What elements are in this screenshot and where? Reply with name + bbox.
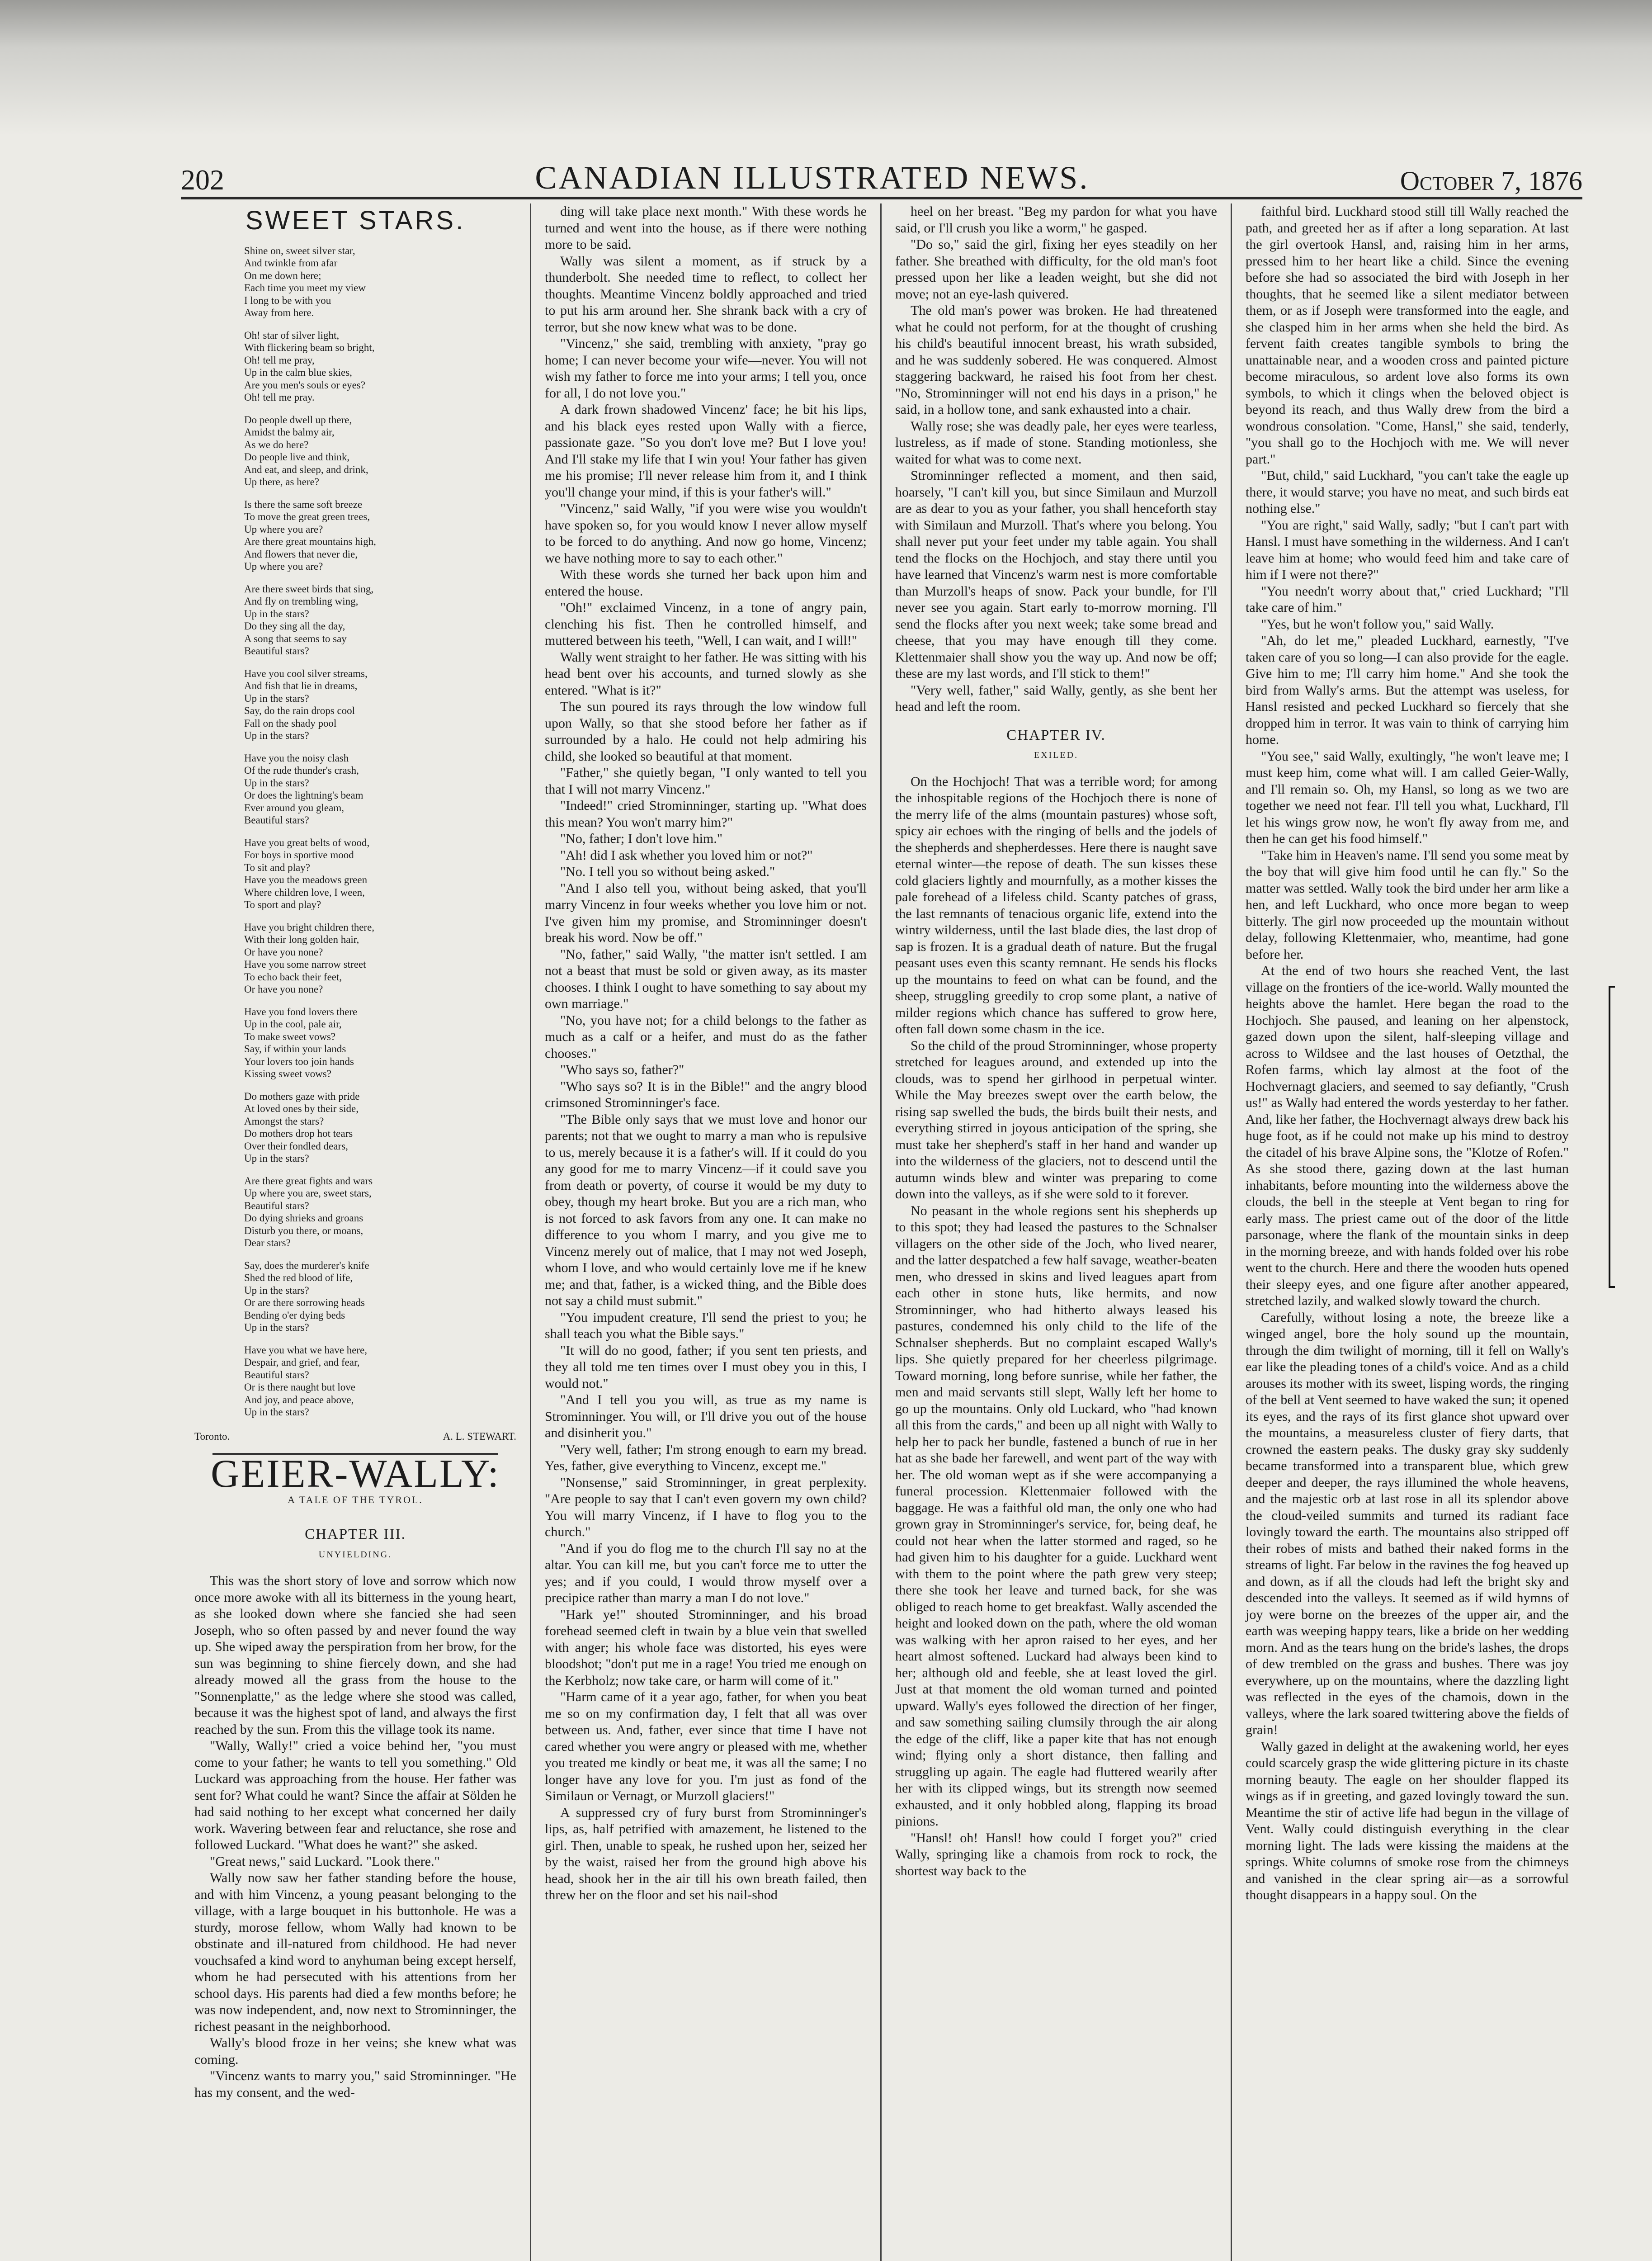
paragraph: "You needn't worry about that," cried Luckhard; "I'll take care of him." [1246,583,1569,615]
poem-line: Up there, as here? [244,476,320,487]
poem-line: To make sweet vows? [244,1031,336,1042]
story-text-col3a [895,203,1217,715]
poem-line: Up where you are, sweet stars, [244,1187,372,1199]
paragraph: heel on her breast. "Beg my pardon for what you have said, or I'll crush you like a worm," he gasped. [895,204,1217,236]
paragraph: "Take him in Heaven's name. I'll send you some meat by the boy that will give him food until he can fly." So the matter was settled. Wally took the bird under her arm like a hen, and left Luckhard, who once more began to weep bitterly. The girl now proceeded up the mountain without delay, following Klettenmaier, who, meantime, had gone before her. [1246,847,1569,962]
poem-line: Say, do the rain drops cool [244,705,355,716]
paragraph: "Harm came of it a year ago, father, for when you beat me so on my confirmation day, I felt that all was over between us. And, father, ever since that time I have not cared whether you were angry or pleased with me, whether you treated me kindly or beat me, it was all the same; I no longer have any love for you. I'm just as fond of the Similaun or Vernagt, or Murzoll glaciers!" [545,1689,867,1803]
poem-signature [194,1428,516,1445]
paragraph: "Vincenz," said Wally, "if you were wise you wouldn't have spoken so, for you would know I never allow myself to be forced to do anything. And now go home, Vincenz; we have nothing more to say to each other." [545,501,867,566]
poem-line: Kissing sweet vows? [244,1068,331,1079]
poem-line: Say, if within your lands [244,1043,346,1055]
poem-line: To echo back their feet, [244,971,342,983]
poem-line: Up where you are? [244,523,323,535]
poem-stanza [244,245,516,319]
masthead: CANADIAN ILLUSTRATED NEWS. [535,160,1090,196]
paragraph: "You impudent creature, I'll send the priest to you; he shall teach you what the Bible says." [545,1310,867,1341]
paragraph: "Nonsense," said Strominninger, in great perplexity. "Are people to say that I can't even govern my own child? You will marry Vincenz, if I have to flog you to the church." [545,1475,867,1539]
chapter-3-heading: CHAPTER III. [305,1526,406,1542]
poem-line: Beautiful stars? [244,645,309,657]
poem-body [194,245,516,1419]
paragraph: "It will do no good, father; if you sent ten priests, and they all told me ten times over I must obey you in this, I would not." [545,1343,867,1391]
poem-line: Have you the noisy clash [244,752,349,764]
paragraph: "The Bible only says that we must love and honor our parents; not that we ought to marry a man who is repulsive to us, merely because it is a father's will. If it could do you any good for me to marry Vincenz—if it could save you from death or poverty, of course it would be my duty to obey, though my heart broke. But you are a rich man, who is not forced to ask favors from any one. It can make no difference to you whom I marry, and you give me to Vincenz merely out of malice, that I may not wed Joseph, whom I love, and who would certainly love me if he knew me; and that, father, is a wicked thing, and the Bible does not say a child must submit." [545,1112,867,1308]
paragraph: "Hansl! oh! Hansl! how could I forget you?" cried Wally, springing like a chamois from rock to rock, the shortest way back to the [895,1830,1217,1878]
poem-line: And flowers that never die, [244,548,358,560]
poem-stanza [244,583,516,657]
story-subtitle: A TALE OF THE TYROL. [288,1494,423,1505]
paragraph: "Do so," said the girl, fixing her eyes steadily on her father. She breathed with difficulty, for the old man's foot pressed upon her like a leaden weight, but she did not move; not an eye-lash quivered. [895,237,1217,302]
poem-line: Up in the cool, pale air, [244,1018,342,1030]
article-columns [181,203,1582,2261]
poem-line: As we do here? [244,439,309,450]
paragraph: "Vincenz," she said, trembling with anxiety, "pray go home; I can never become your wife—never. You will not wish my father to force me into your arms; I tell you, once for all, I do not love you." [545,336,867,401]
paragraph: "Yes, but he won't follow you," said Wally. [1261,616,1494,632]
page-scan-edge [0,0,1652,136]
chapter-3-subtitle: UNYIELDING. [318,1549,392,1560]
poem-line: Up in the stars? [244,1153,309,1164]
poem-stanza [244,1175,516,1249]
poem-stanza [244,921,516,996]
poem-line: Have you great belts of wood, [244,837,370,848]
poem-line: Bending o'er dying beds [244,1309,345,1321]
paragraph: A suppressed cry of fury burst from Strominninger's lips, as, half petrified with amazement, he listened to the girl. Then, unable to speak, he rushed upon her, seized her by the waist, raised her from the ground high above his head, shook her in the air till his own breath failed, then threw her on the floor and set his nail-shod [545,1805,867,1902]
paragraph: "No, father," said Wally, "the matter isn't settled. I am not a beast that must be sold or given away, as its master chooses. I think I ought to have something to say about my own marriage." [545,946,867,1011]
page-number: 202 [181,164,224,196]
paragraph: Wally went straight to her father. He was sitting with his head bent over his accounts, and turned slowly as she entered. "What is it?" [545,649,867,698]
paragraph: "No, father; I don't love him." [560,831,722,846]
poem-line: Beautiful stars? [244,1200,309,1211]
paragraph: "No. I tell you so without being asked." [560,864,775,879]
poem-place: Toronto. [194,1430,230,1442]
poem-line: Of the rude thunder's crash, [244,765,359,776]
poem-line: Up in the stars? [244,777,309,789]
poem-line: Up in the stars? [244,730,309,741]
poem-stanza [244,1259,516,1334]
poem-line: Away from here. [244,307,314,318]
poem-line: I long to be with you [244,294,331,306]
paragraph: "Who says so, father?" [560,1062,684,1077]
poem-line: Up in the stars? [244,1284,309,1296]
paragraph: The old man's power was broken. He had threatened what he could not perform, for at the thought of crushing his child's beautiful innocent breast, his wrath subsided, and he was suddenly sobered. He was conquered. Almost staggering backward, he raised his foot from her chest. "No, Strominninger will not end his days in a prison," he said, in a hollow tone, and sank exhausted into a chair. [895,303,1217,417]
poem-author: A. L. STEWART. [443,1430,516,1442]
poem-line: Do people dwell up there, [244,414,352,426]
poem-line: Up where you are? [244,561,323,572]
poem-title: SWEET STARS. [245,206,466,235]
paragraph: The sun poured its rays through the low window full upon Wally, so that she stood before her father as if surrounded by a halo. He could not help admiring his child, she looked so beautiful at that moment. [545,699,867,764]
paragraph: No peasant in the whole regions sent his shepherds up to this spot; they had leased the pastures to the Schnalser villagers on the other side of the Joch, who lived nearer, and the latter despatched a few half savage, weather-beaten men, who dressed in skins and lived leagues apart from each other in stone huts, like hermits, and now Strominninger, who had hitherto always leased his pastures, condemned his only child to the life of the Schnalser shepherds. But no complaint escaped Wally's lips. She quietly prepared for her cheerless pilgrimage. Toward morning, long before sunrise, while her father, the men and maid servants still slept, Wally left her home to go up the mountains. Only old Luckard, who "had known all this from the cards," and been up all night with Wally to help her to pack her bundle, fastened a bunch of rue in her hat as she bade her farewell, and went part of the way with her. The old woman wept as if she were accompanying a funeral procession. Klettenmaier followed with the baggage. He was a faithful old man, the only one who had grown gray in Strominninger's service, for, being deaf, he could not hear when the latter stormed and raged, so he had given him to his daughter for a guide. Luckhard went with them to the point where the path grew very steep; there she took her leave and turned back, for she was obliged to reach home to get breakfast. Wally ascended the height and looked down on the path, where the old woman was walking with her apron raised to her eyes, and her heart almost softened. Luckard had always been kind to her; although old and feeble, she at least loved the girl. Just at that moment the old woman turned and pointed upward. Wally's eyes followed the direction of her finger, and saw something sailing clumsily through the air along the edge of the cliff, like a paper kite that has not enough wind; flying only a short distance, then falling and struggling up again. The eagle had fluttered wearily after her with its clipped wings, but its strength now seemed exhausted, and it only hobbled along, flapping its broad pinions. [895,1203,1217,1829]
paragraph: "But, child," said Luckhard, "you can't take the eagle up there, it would starve; you have no meat, and such birds eat nothing else." [1246,468,1569,516]
paragraph: faithful bird. Luckhard stood still till Wally reached the path, and greeted her as if after a long separation. At last the girl overtook Hansl, and, raising him in her arms, pressed him to her heart like a child. Since the evening before she had so associated the bird with Joseph in her thoughts, that he seemed like a silent mediator between them, or as if Joseph were transformed into the eagle, and she clasped him in her arms when she held the bird. As fervent faith creates tangible symbols to bring the unattainable near, and a wooden cross and painted picture become miraculous, so ardent love also forms its own symbols, to which it clings when the beloved object is beyond its reach, and thus Wally drew from the bird a wondrous consolation. "Come, Hansl," she said, tenderly, "you shall go to the Hochjoch with me. We will never part." [1246,204,1569,467]
poem-line: Up in the calm blue skies, [244,367,352,378]
poem-stanza [244,498,516,573]
poem-line: Amongst the stars? [244,1115,324,1127]
paragraph: "Very well, father," said Wally, gently, as she bent her head and left the room. [895,682,1217,714]
paragraph: "Ah, do let me," pleaded Luckhard, earnestly, "I've taken care of you so long—I can also provide for the eagle. Give him to me; I'll carry him home." And she took the bird from Wally's arms. But the attempt was useless, for Hansl resisted and pecked Luckhard so fiercely that she dropped him in terror. It was vain to think of carrying him home. [1246,633,1569,747]
poem-line: Do dying shrieks and groans [244,1212,363,1224]
page-header [181,138,1582,199]
column-4 [1232,203,1582,2261]
poem-line: Shine on, sweet silver star, [244,245,355,256]
paragraph: Wally gazed in delight at the awakening world, her eyes could scarcely grasp the wide glittering picture in its chaste morning beauty. The eagle on her shoulder flapped its wings as if in greeting, and gazed lovingly toward the sun. Meantime the stir of active life had begun in the village of Vent. Wally could distinguish everything in the clear morning light. The lads were kissing the maidens at the springs. White columns of smoke rose from the chimneys and vanished in the clear spring air—as a sorrowful thought disappears in a happy soul. On the [1246,1739,1569,1902]
poem-stanza [244,329,516,404]
poem-line: Have you bright children there, [244,921,375,933]
poem-line: Or does the lightning's beam [244,790,363,801]
poem-line: To move the great green trees, [244,511,370,522]
poem-line: With flickering beam so bright, [244,342,375,353]
poem-line: Fall on the shady pool [244,717,337,729]
paragraph: "Very well, father; I'm strong enough to earn my bread. Yes, father, give everything to Vincenz, except me." [545,1442,867,1473]
poem-line: Do they sing all the day, [244,620,345,632]
poem-line: Each time you meet my view [244,282,366,293]
poem-line: Your lovers too join hands [244,1055,354,1067]
paragraph: A dark frown shadowed Vincenz' face; he bit his lips, and his black eyes rested upon Wally with a fierce, passionate gaze. "So you don't love me? But I love you! And I'll stake my life that I win you! Your father has given me his promise; I'll never release him from it, and I think you'll change your mind, if this is your father's will." [545,402,867,500]
poem-stanza [244,1006,516,1080]
poem-line: Despair, and grief, and fear, [244,1357,360,1368]
poem-stanza [244,414,516,488]
paragraph: "You see," said Wally, exultingly, "he won't leave me; I must keep him, come what will. I am called Geier-Wally, and I'll remain so. Oh, my Hansl, so long as we two are together we need not fear. I'll tell you what, Luckhard, I'll let his wings grow now, he won't fly away from me, and then he can get his food himself." [1246,748,1569,846]
paragraph: Wally's blood froze in her veins; she knew what was coming. [194,2035,516,2067]
story-text-col4 [1246,203,1569,1904]
poem-line: Up in the stars? [244,608,309,620]
poem-line: Beautiful stars? [244,1369,309,1381]
poem-stanza [244,837,516,911]
poem-line: Have you cool silver streams, [244,667,368,679]
paragraph: At the end of two hours she reached Vent, the last village on the frontiers of the ice-world. Wally mounted the heights above the hamlet. Here began the road to the Hochjoch. She paused, and leaning on her alpenstock, gazed down upon the silent, half-sleeping village and across to Wildsee and the last houses of Oetzthal, the Rofen farms, which lay almost at the foot of the Hochvernagt glaciers, and seemed to say defiantly, "Crush us!" as Wally had entered the words yesterday to her father. And, like her father, the Hochvernagt always drew back his huge foot, as if he could not make up his mind to destroy the citadel of his brave Alpine sons, the "Klotze of Rofen." As she stood there, gazing down at the last human inhabitants, before mounting into the wilderness above the clouds, the bell in the steeple at Vent began to ring for early mass. The priest came out of the door of the little parsonage, where the flank of the mountain sinks in deep in the morning breeze, and with hands folded over his robe went to the church. Here and there the wooden huts opened their sleepy eyes, and one figure after another appeared, stretched lazily, and walked slowly toward the church. [1246,963,1569,1308]
paragraph: "And I also tell you, without being asked, that you'll marry Vincenz in four weeks whether you love him or not. I've given him my promise, and Strominninger doesn't break his word. Now be off." [545,880,867,945]
poem-line: Or is there naught but love [244,1381,355,1393]
poem-line: Have you fond lovers there [244,1006,358,1017]
paragraph: "Wally, Wally!" cried a voice behind her, "you must come to your father; he wants to tell you something." Old Luckard was approaching from the house. Her father was sent for? What could he want? Since the affair at Sölden he had said nothing to her except what concerned her daily work. Wavering between fear and reluctance, she rose and followed Luckard. "What does he want?" she asked. [194,1738,516,1852]
poem-line: To sport and play? [244,899,321,910]
poem-line: Shed the red blood of life, [244,1272,353,1283]
poem-line: Ever around you gleam, [244,802,344,814]
story-text-col2 [545,203,867,1904]
paragraph: So the child of the proud Strominninger, whose property stretched for leagues around, and extended up into the clouds, was to spend her girlhood in perpetual winter. While the May breezes swept over the earth below, the rising sap swelled the buds, the birds built their nests, and everything stirred in joyous anticipation of the spring, she must take her shepherd's staff in her hand and wander up into the wilderness of the glaciers, not to descend until the autumn winds blew and winter was preparing to come down into the valleys, as if she were sold to it forever. [895,1038,1217,1201]
paragraph: This was the short story of love and sorrow which now once more awoke with all its bitterness in the young heart, as she looked down where she fancied she had seen Joseph, who so often passed by and never found the way up. She wiped away the perspiration from her brow, for the sun was beginning to shine fiercely down, and she had already mowed all the grass from the house to the "Sonnenplatte," as the ledge where she stood was called, because it was the highest spot of land, and always the first reached by the sun. From this the village took its name. [194,1573,516,1737]
margin-bracket-mark [1609,986,1615,1288]
poem-line: Oh! tell me pray, [244,354,315,366]
poem-line: Over their fondled dears, [244,1140,348,1152]
paragraph: "Who says so? It is in the Bible!" and the angry blood crimsoned Strominninger's face. [545,1078,867,1110]
story-text-col1 [194,1573,516,2101]
poem-line: And fly on trembling wing, [244,596,359,607]
paragraph: "Indeed!" cried Strominninger, starting up. "What does this mean? You won't marry him?" [545,798,867,830]
poem-line: And joy, and peace above, [244,1394,354,1405]
poem-line: And twinkle from afar [244,257,338,269]
poem-stanza [244,1344,516,1419]
poem-line: Up in the stars? [244,1406,309,1418]
poem-line: Have you what we have here, [244,1344,368,1356]
column-2 [531,203,882,2261]
paragraph: "Ah! did I ask whether you loved him or not?" [560,847,813,863]
paragraph: "And if you do flog me to the church I'll say no at the altar. You can kill me, but you can't force me to utter the yes; and if you could, I would throw myself over a precipice rather than marry a man I do not love." [545,1541,867,1605]
paragraph: With these words she turned her back upon him and entered the house. [545,567,867,599]
poem-line: To sit and play? [244,861,310,873]
poem-line: And eat, and sleep, and drink, [244,464,368,475]
paragraph: "Oh!" exclaimed Vincenz, in a tone of angry pain, clenching his fist. Then he controlled himself, and muttered between his teeth, "Well, I can wait, and I will!" [545,600,867,648]
column-3 [882,203,1232,2261]
poem-line: Do people live and think, [244,451,350,463]
poem-line: Do mothers gaze with pride [244,1090,360,1102]
paragraph: On the Hochjoch! That was a terrible word; for among the inhospitable regions of the Hochjoch there is none of the merry life of the alms (mountain pastures) whose soft, spicy air echoes with the ringing of bells and the jodels of the shepherds and shepherdesses. Here there is naught save eternal winter—the repose of death. The sun kisses these cold glaciers lightly and mournfully, as a mother kisses the pale forehead of a lifeless child. Scanty patches of grass, the last remnants of tenacious organic life, extend into the wintry wilderness, until the last blade dies, the last drop of sap is frozen. It is a gradual death of nature. But the frugal peasant uses even this scanty remnant. He sends his flocks up the mountains to feed on what can be found, and the sheep, struggling greedily to crop some plant, a native of milder regions which chance has suffered to grow here, often fall down some chasm in the ice. [895,774,1217,1036]
paragraph: Strominninger reflected a moment, and then said, hoarsely, "I can't kill you, but since Similaun and Murzoll are as dear to you as your father, you shall henceforth stay with Similaun and Murzoll. That's where you belong. You shall never put your feet under my table again. You shall tend the flocks on the Hochjoch, and stay there until you have learned that Vincenz's warm nest is more comfortable than Murzoll's heaps of snow. Pack your bundle, for I'll never see you again. Start early to-morrow morning. I'll send the flocks after you next week; take some bread and cheese, that you may have enough till they come. Klettenmaier shall show you the way up. And now be off; these are my last words, and I'll stick to them!" [895,468,1217,681]
story-title: GEIER-WALLY: [211,1452,500,1496]
poem-stanza [244,667,516,742]
poem-line: Dear stars? [244,1237,291,1249]
poem-line: Do mothers drop hot tears [244,1128,353,1139]
poem-line: A song that seems to say [244,633,347,644]
paragraph: "Father," she quietly began, "I only wanted to tell you that I will not marry Vincenz." [545,765,867,797]
poem-line: Are you men's souls or eyes? [244,379,365,391]
paragraph: Wally rose; she was deadly pale, her eyes were tearless, lustreless, as if made of stone. Standing motionless, she waited for what was to come next. [895,418,1217,467]
poem-line: Have you the meadows green [244,874,368,885]
paragraph: "Hark ye!" shouted Strominninger, and his broad forehead seemed cleft in twain by a blue vein that swelled with anger; his whole face was distorted, his eyes were bloodshot; "don't put me in a rage! You tried me enough on the Kerbholz; now take care, or harm will come of it." [545,1607,867,1688]
poem-line: Are there great mountains high, [244,536,376,547]
poem-line: Where children love, I ween, [244,886,365,898]
poem-line: On me down here; [244,270,321,281]
story-text-col3b [895,774,1217,1880]
poem-line: And fish that lie in dreams, [244,680,358,691]
paragraph: "You are right," said Wally, sadly; "but I can't part with Hansl. I must have something in the wilderness. And I can't leave him at home; who would feed him and take care of him if I were not there?" [1246,517,1569,582]
issue-date: October 7, 1876 [1400,166,1582,196]
paragraph: ding will take place next month." With these words he turned and went into the house, as if there were nothing more to be said. [545,204,867,252]
poem-line: Or are there sorrowing heads [244,1297,365,1308]
paragraph: "Great news," said Luckard. "Look there." [210,1854,440,1869]
poem-line: Disturb you there, or moans, [244,1225,363,1236]
poem-line: With their long golden hair, [244,934,359,945]
paragraph: "And I tell you you will, as true as my name is Strominninger. You will, or I'll drive you out of the house and disinherit you." [545,1392,867,1440]
poem-stanza [244,1090,516,1165]
poem-line: Amidst the balmy air, [244,426,335,438]
poem-line: At loved ones by their side, [244,1103,359,1114]
poem-line: Or have you none? [244,984,323,995]
poem-line: Or have you none? [244,946,323,958]
poem-line: Say, does the murderer's knife [244,1259,369,1271]
poem-line: Beautiful stars? [244,814,309,826]
poem-line: Up in the stars? [244,692,309,704]
column-1 [181,203,531,2261]
paragraph: Wally now saw her father standing before the house, and with him Vincenz, a young peasant belonging to the village, with a large bouquet in his buttonhole. He was a sturdy, morose fellow, whom Wally had known to be obstinate and ill-natured from childhood. He had never vouchsafed a kind word to anyhuman being except herself, whom he had persecuted with his attentions from her school days. His parents had died a few months before; he was now independent, and, now next to Strominninger, the richest peasant in the neighborhood. [194,1870,516,2034]
poem-line: Oh! star of silver light, [244,329,340,341]
paragraph: "Vincenz wants to marry you," said Strominninger. "He has my consent, and the wed- [194,2068,516,2100]
poem-line: Is there the same soft breeze [244,498,363,510]
poem-line: Oh! tell me pray. [244,392,315,403]
paragraph: Carefully, without losing a note, the breeze like a winged angel, bore the holy sound up the mountain, through the dim twilight of morning, till it fell on Wally's ear like the pleading tones of a child's voice. And as a child arouses its mother with its sweet, lisping words, the ringing of the bell at Vent seemed to have waked the sun; it opened its eyes, and the rays of its first glance shot upward over the mountains, a measureless cluster of fiery darts, that crowned the eastern peaks. The dusky gray sky suddenly became transformed into a transparent blue, which grew deeper and deeper, the rays illumined the whole heavens, and the majestic orb at last rose in all its splendor above the cloud-veiled summits and turned its radiant face lovingly toward the earth. The mountains also stripped off their robes of mists and bathed their naked forms in the streams of light. Far below in the ravines the fog heaved up and down, as if all the clouds had left the bright sky and descended into the valleys. It seemed as if wild hymns of joy were borne on the breezes of the upper air, and the earth was weeping happy tears, like a bride on her wedding morn. And as the tears hung on the bride's lashes, the drops of dew trembled on the grass and bushes. There was joy everywhere, up on the mountains, where the dazzling light was reflected in the eyes of the chamois, down in the valleys, where the lark soared twittering above the fields of grain! [1246,1310,1569,1737]
chapter-4-subtitle: EXILED. [1034,750,1079,760]
poem-line: For boys in sportive mood [244,849,354,861]
chapter-4-heading: CHAPTER IV. [1006,727,1106,743]
poem-line: Are there sweet birds that sing, [244,583,374,595]
paragraph: Wally was silent a moment, as if struck by a thunderbolt. She needed time to reflect, to collect her thoughts. Meantime Vincenz boldly approached and tried to put his arm around her. She shrank back with a cry of terror, but she now knew what was to be done. [545,253,867,335]
poem-stanza [244,752,516,827]
poem-line: Have you some narrow street [244,959,366,970]
poem-line: Are there great fights and wars [244,1175,373,1187]
paragraph: "No, you have not; for a child belongs to the father as much as a calf or a heifer, and must do as the father chooses." [545,1012,867,1061]
poem-line: Up in the stars? [244,1322,309,1333]
